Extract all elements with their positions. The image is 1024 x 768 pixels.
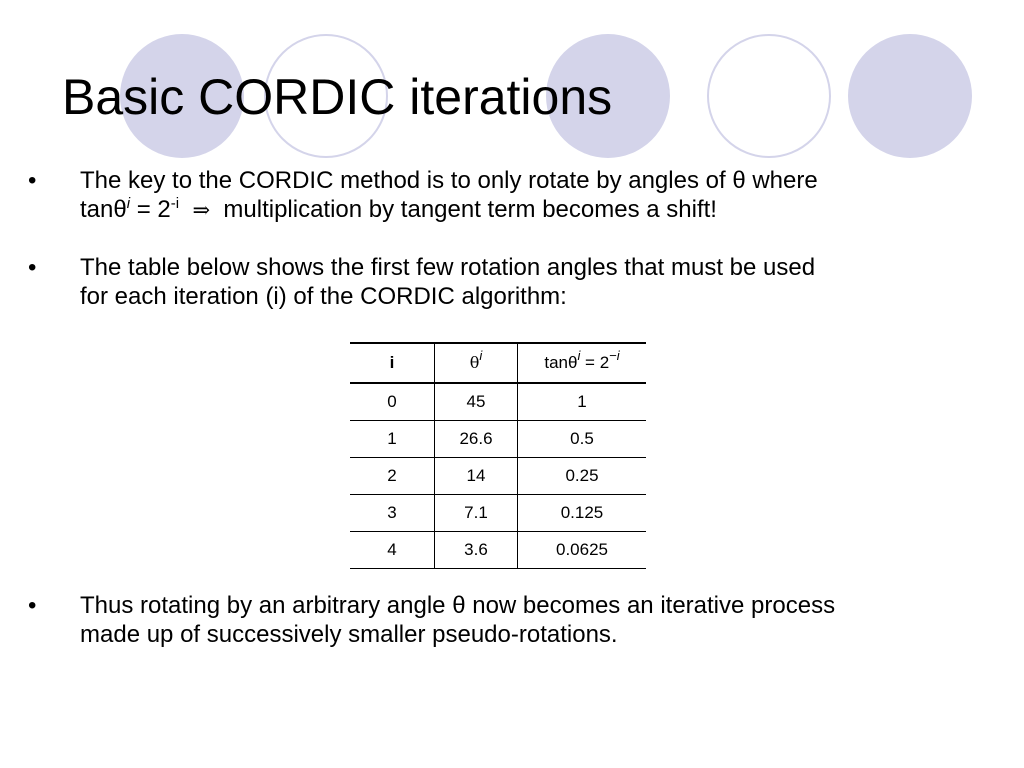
- cell-tan: 0.5: [518, 421, 647, 458]
- bullet-2-line-1: The table below shows the first few rotation angles that must be used: [80, 254, 816, 281]
- header-i: i: [350, 343, 435, 383]
- bullet-3: [28, 591, 958, 649]
- table-row: [350, 383, 646, 421]
- equals-two: = 2: [130, 196, 171, 223]
- cell-i: 0: [350, 383, 435, 421]
- bullet-2: [28, 253, 958, 311]
- cell-tan: 0.125: [518, 495, 647, 532]
- cell-theta: 3.6: [435, 532, 518, 569]
- header-tan-theta: $\tan\theta^i = 2^{-i}$: [518, 343, 647, 383]
- cell-theta: 14: [435, 458, 518, 495]
- bullet-3-line-1: Thus rotating by an arbitrary angle θ now becomes an iterative process: [80, 592, 836, 619]
- bullet-1-conclusion: multiplication by tangent term becomes a shift!: [223, 196, 717, 223]
- tan-theta: tanθ: [80, 196, 127, 223]
- slide-title: Basic CORDIC iterations: [62, 69, 613, 125]
- implies-icon: ⇒: [192, 198, 211, 222]
- bullet-1-line-1: The key to the CORDIC method is to only rotate by angles of θ where: [80, 167, 818, 194]
- cell-tan: 1: [518, 383, 647, 421]
- cell-theta: 45: [435, 383, 518, 421]
- cell-tan: 0.25: [518, 458, 647, 495]
- bullet-1-line-2: [80, 195, 958, 225]
- cell-i: 1: [350, 421, 435, 458]
- table-row: [350, 421, 646, 458]
- bullet-3-line-2: made up of successively smaller pseudo-rotations.: [80, 621, 618, 648]
- cell-tan: 0.0625: [518, 532, 647, 569]
- cordic-angle-table: [350, 342, 646, 569]
- decor-circle-5: [848, 34, 972, 158]
- bullet-dot: •: [28, 167, 37, 194]
- cell-i: 3: [350, 495, 435, 532]
- cell-theta: 26.6: [435, 421, 518, 458]
- superscript-i: i: [126, 195, 131, 212]
- decor-circle-4: [707, 34, 831, 158]
- table-row: [350, 495, 646, 532]
- cell-i: 4: [350, 532, 435, 569]
- bullet-dot: •: [28, 592, 37, 619]
- bullet-1: [28, 166, 958, 225]
- table-row: [350, 532, 646, 569]
- table-row: [350, 458, 646, 495]
- cell-theta: 7.1: [435, 495, 518, 532]
- superscript-minus-i: -i: [170, 195, 180, 212]
- header-theta: $\theta^i$: [435, 343, 518, 383]
- table-header-row: [350, 343, 646, 383]
- bullet-dot: •: [28, 254, 37, 281]
- bullet-2-line-2: for each iteration (i) of the CORDIC algorithm:: [80, 283, 567, 310]
- cell-i: 2: [350, 458, 435, 495]
